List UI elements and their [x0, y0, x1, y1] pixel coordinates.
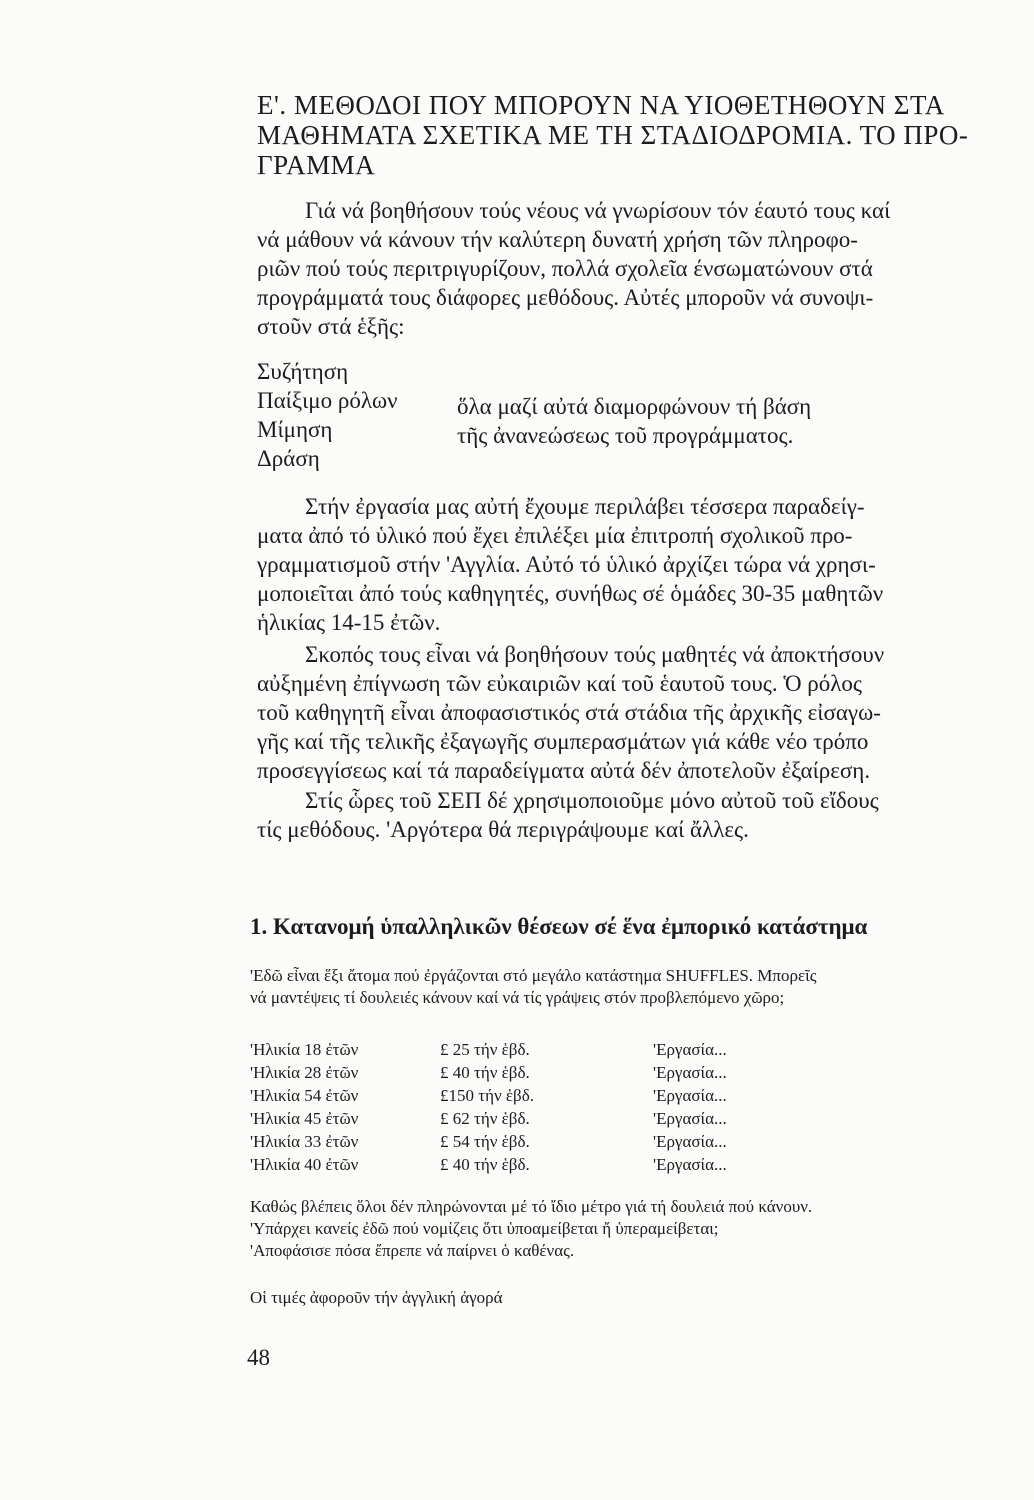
section-title: 1. Κατανομή ὑπαλληλικῶν θέσεων σέ ἕνα ἐμπορικό κατάστημα [250, 914, 868, 939]
text-line: μοποιεῖται ἀπό τούς καθηγητές, συνήθως σέ ὁμάδες 30-35 μαθητῶν [257, 581, 884, 606]
text-line: αὐξημένη ἐπίγνωση τῶν εὐκαιριῶν καί τοῦ ἑαυτοῦ τους. Ὁ ρόλος [257, 671, 863, 696]
age-cell: 'Ηλικία 54 ἐτῶν [250, 1086, 359, 1105]
method-item: Μίμηση [257, 417, 333, 442]
text-line: νά μαντέψεις τί δουλειές κάνουν καί νά τίς γράψεις στόν προβλεπόμενο χῶρο; [250, 988, 785, 1007]
section-questions [250, 1196, 1010, 1262]
age-cell: 'Ηλικία 45 ἐτῶν [250, 1109, 359, 1128]
paragraph-4 [257, 786, 992, 844]
text-line: τοῦ καθηγητῆ εἶναι ἀποφασιστικός στά στάδια τῆς ἀρχικῆς εἰσαγω- [257, 700, 881, 725]
work-cell: 'Εργασία... [653, 1040, 727, 1059]
age-cell: 'Ηλικία 40 ἐτῶν [250, 1155, 359, 1174]
age-cell: 'Ηλικία 33 ἐτῶν [250, 1132, 359, 1151]
pay-cell: £ 25 τήν ἑβδ. [440, 1040, 530, 1059]
text-line: προσεγγίσεως καί τά παραδείγματα αὐτά δέν ἀποτελοῦν ἐξαίρεση. [257, 758, 871, 783]
paragraph-2 [257, 492, 992, 637]
table-row [250, 1109, 870, 1132]
text-line: 'Εδῶ εἶναι ἕξι ἄτομα πού ἐργάζονται στό μεγάλο κατάστημα SHUFFLES. Μπορεῖς [250, 966, 817, 985]
table-row [250, 1063, 870, 1086]
section-footnote [250, 1287, 1010, 1309]
heading-line: ΜΑΘΗΜΑΤΑ ΣΧΕΤΙΚΑ ΜΕ ΤΗ ΣΤΑΔΙΟΔΡΟΜΙΑ. ΤΟ ΠΡΟ- [257, 120, 969, 150]
text-line: τίς μεθόδους. 'Αργότερα θά περιγράψουμε καί ἄλλες. [257, 817, 749, 842]
text-line: νά μάθουν νά κάνουν τήν καλύτερη δυνατή χρήση τῶν πληροφο- [257, 227, 858, 252]
age-cell: 'Ηλικία 18 ἐτῶν [250, 1040, 359, 1059]
text-line: 'Αποφάσισε πόσα ἔπρεπε νά παίρνει ὁ καθένας. [250, 1241, 575, 1260]
text-line: Γιά νά βοηθήσουν τούς νέους νά γνωρίσουν τόν έαυτό τους καί [305, 198, 891, 223]
method-item: Συζήτηση [257, 359, 349, 384]
table-row [250, 1086, 870, 1109]
paragraph-3 [257, 640, 992, 785]
pay-cell: £ 62 τήν ἑβδ. [440, 1109, 530, 1128]
method-item: Δράση [257, 446, 320, 471]
text-line: ματα ἀπό τό ὑλικό πού ἔχει ἐπιλέξει μία ἐπιτροπή σχολικοῦ προ- [257, 523, 853, 548]
table-row [250, 1155, 870, 1178]
text-line: ἡλικίας 14-15 ἐτῶν. [257, 610, 441, 635]
heading-line: ΓΡΑΜΜΑ [257, 150, 376, 180]
pay-cell: £ 40 τήν ἑβδ. [440, 1063, 530, 1082]
text-line: γῆς καί τῆς τελικῆς ἐξαγωγῆς συμπερασμάτων γιά κάθε νέο τρόπο [257, 729, 869, 754]
heading-line: Ε'. ΜΕΘΟΔΟΙ ΠΟΥ ΜΠΟΡΟΥΝ ΝΑ ΥΙΟΘΕΤΗΘΟΥΝ ΣΤΑ [257, 90, 945, 120]
text-line: Καθώς βλέπεις ὅλοι δέν πληρώνονται μέ τό ἴδιο μέτρο γιά τή δουλειά πού κάνουν. [250, 1197, 813, 1216]
work-cell: 'Εργασία... [653, 1063, 727, 1082]
text-line: 'Υπάρχει κανείς ἐδῶ πού νομίζεις ὅτι ὑποαμείβεται ἤ ὑπεραμείβεται; [250, 1219, 719, 1238]
work-cell: 'Εργασία... [653, 1155, 727, 1174]
intro-paragraph [257, 196, 992, 341]
text-line: Σκοπός τους εἶναι νά βοηθήσουν τούς μαθητές νά ἀποκτήσουν [305, 642, 885, 667]
table-row [250, 1040, 870, 1063]
pay-cell: £ 40 τήν ἑβδ. [440, 1155, 530, 1174]
text-line: Στήν ἐργασία μας αὐτή ἔχουμε περιλάβει τέσσερα παραδείγ- [305, 494, 865, 519]
methods-note: τῆς ἀνανεώσεως τοῦ προγράμματος. [457, 423, 794, 448]
age-cell: 'Ηλικία 28 ἐτῶν [250, 1063, 359, 1082]
work-cell: 'Εργασία... [653, 1086, 727, 1105]
text-line: ριῶν πού τούς περιτριγυρίζουν, πολλά σχολεῖα ένσωματώνουν στά [257, 256, 873, 281]
methods-note: ὅλα μαζί αὐτά διαμορφώνουν τή βάση [457, 394, 812, 419]
pay-cell: £ 54 τήν ἑβδ. [440, 1132, 530, 1151]
work-cell: 'Εργασία... [653, 1109, 727, 1128]
section-intro [250, 965, 1010, 1009]
table-row [250, 1132, 870, 1155]
text-line: Οἱ τιμές ἀφοροῦν τήν ἀγγλική ἀγορά [250, 1288, 503, 1307]
chapter-heading [257, 90, 997, 180]
text-line: προγράμματά τους διάφορες μεθόδους. Αὐτές μποροῦν νά συνοψι- [257, 285, 874, 310]
text-line: γραμματισμοῦ στήν 'Αγγλία. Αὐτό τό ὑλικό ἀρχίζει τώρα νά χρησι- [257, 552, 876, 577]
method-item: Παίξιμο ρόλων [257, 388, 398, 413]
pay-cell: £150 τήν ἑβδ. [440, 1086, 534, 1105]
work-cell: 'Εργασία... [653, 1132, 727, 1151]
page-number: 48 [247, 1345, 270, 1370]
text-line: στοῦν στά ἑξῆς: [257, 314, 405, 339]
text-line: Στίς ὧρες τοῦ ΣΕΠ δέ χρησιμοποιοῦμε μόνο αὐτοῦ τοῦ εἴδους [305, 788, 879, 813]
